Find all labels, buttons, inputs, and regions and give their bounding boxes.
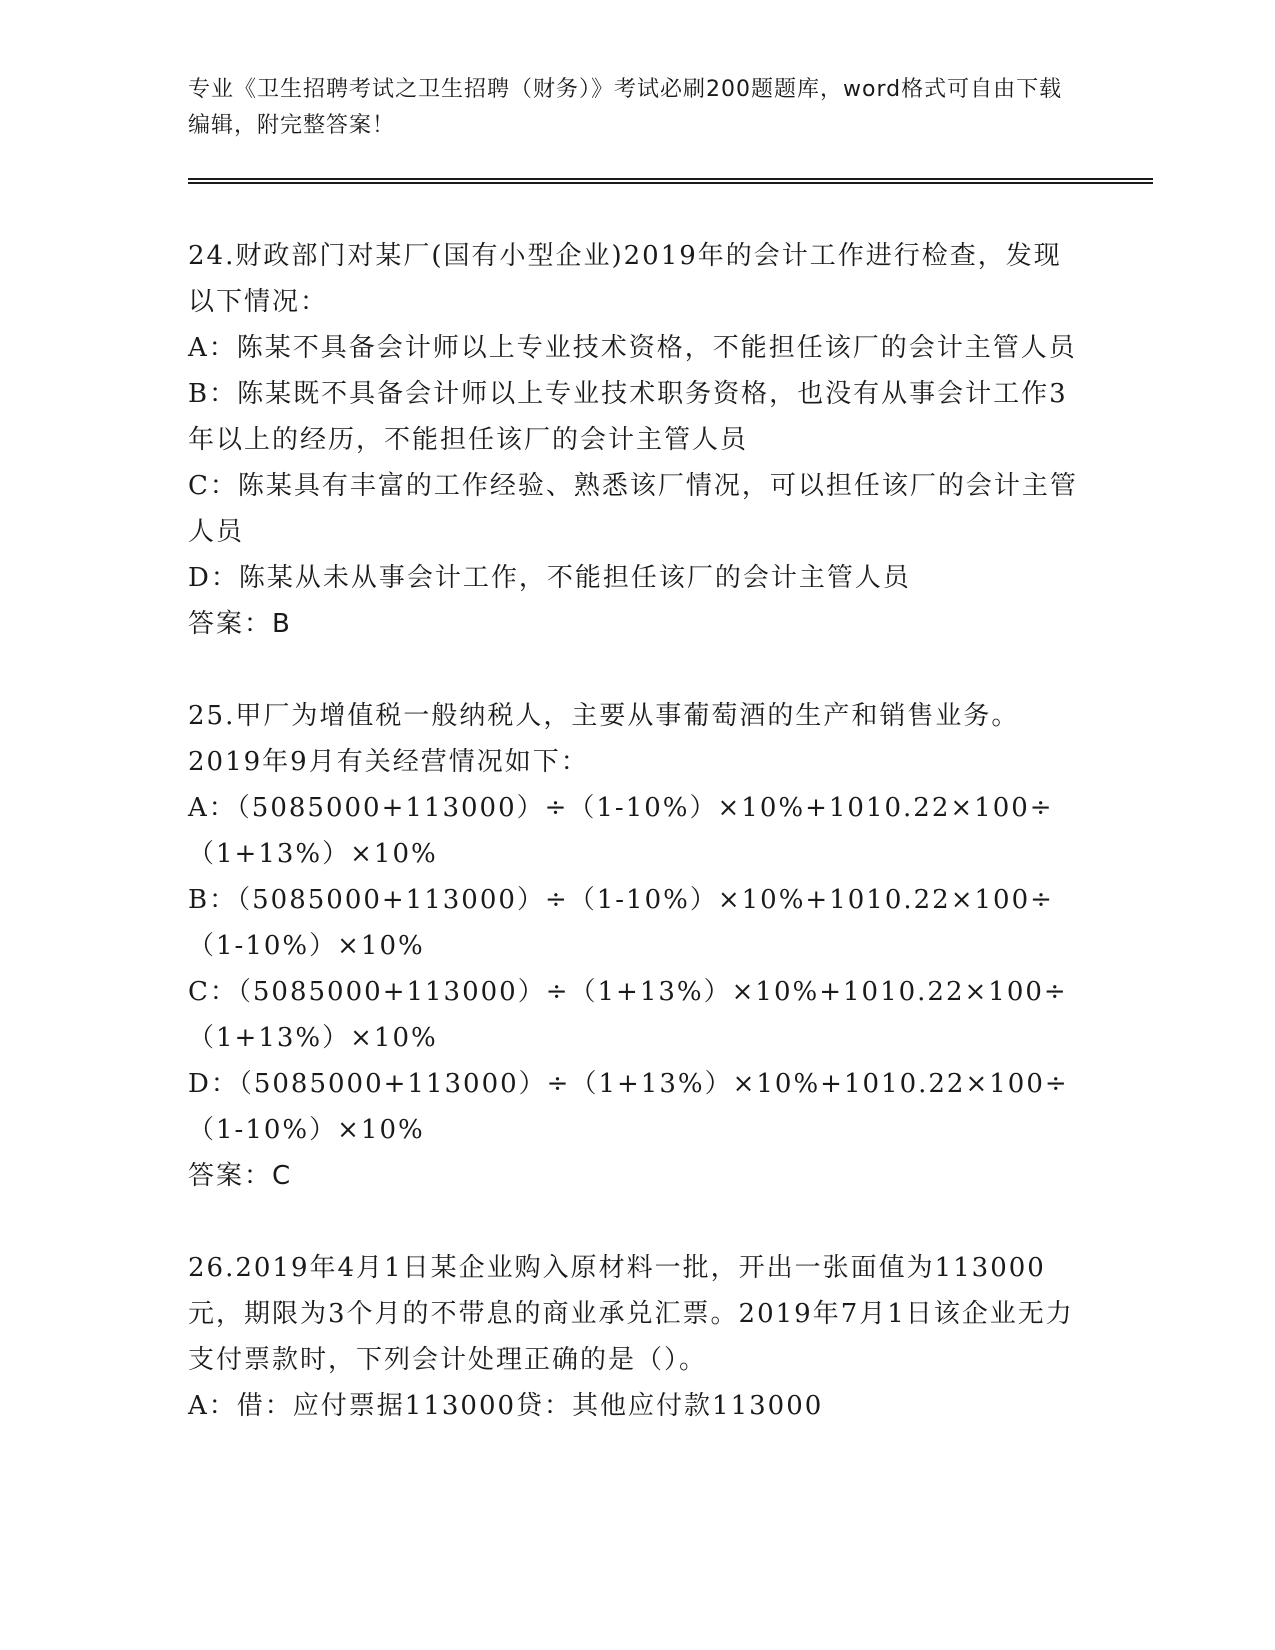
option-b: B：陈某既不具备会计师以上专业技术职务资格，也没有从事会计工作3年以上的经历，不能担任该厂的会计主管人员 [188,379,1068,455]
question-stem: 24.财政部门对某厂(国有小型企业)2019年的会计工作进行检查，发现以下情况： [188,241,1062,317]
option-b: B：（5085000+113000）÷（1-10%）×10%+1010.22×100÷（1-10%）×10% [188,885,1054,961]
spacer [188,647,1088,693]
question-24 [188,233,1088,647]
option-d: D：陈某从未从事会计工作，不能担任该厂的会计主管人员 [188,563,911,593]
question-26 [188,1245,1088,1429]
header-rule-thin [188,178,1153,180]
option-a: A：陈某不具备会计师以上专业技术资格，不能担任该厂的会计主管人员 [188,333,1077,363]
answer: 答案：B [188,609,292,639]
question-stem: 26.2019年4月1日某企业购入原材料一批，开出一张面值为113000元，期限为3个月的不带息的商业承兑汇票。2019年7月1日该企业无力支付票款时，下列会计处理正确的是（）。 [188,1253,1074,1375]
question-list [188,233,1088,1429]
spacer [188,1199,1088,1245]
option-d: D：（5085000+113000）÷（1+13%）×10%+1010.22×100÷（1-10%）×10% [188,1069,1069,1145]
option-a: A：借：应付票据113000贷：其他应付款113000 [188,1391,824,1421]
option-c: C：陈某具有丰富的工作经验、熟悉该厂情况，可以担任该厂的会计主管人员 [188,471,1078,547]
option-c: C：（5085000+113000）÷（1+13%）×10%+1010.22×100÷（1+13%）×10% [188,977,1068,1053]
option-a: A：（5085000+113000）÷（1-10%）×10%+1010.22×100÷（1+13%）×10% [188,793,1054,869]
header-rule-thick [188,182,1153,184]
answer: 答案：C [188,1161,293,1191]
question-stem: 25.甲厂为增值税一般纳税人，主要从事葡萄酒的生产和销售业务。2019年9月有关经营情况如下： [188,701,1020,777]
question-25 [188,693,1088,1199]
page-header: 专业《卫生招聘考试之卫生招聘（财务）》考试必刷200题题库，word格式可自由下载编辑，附完整答案！ [188,77,1063,138]
